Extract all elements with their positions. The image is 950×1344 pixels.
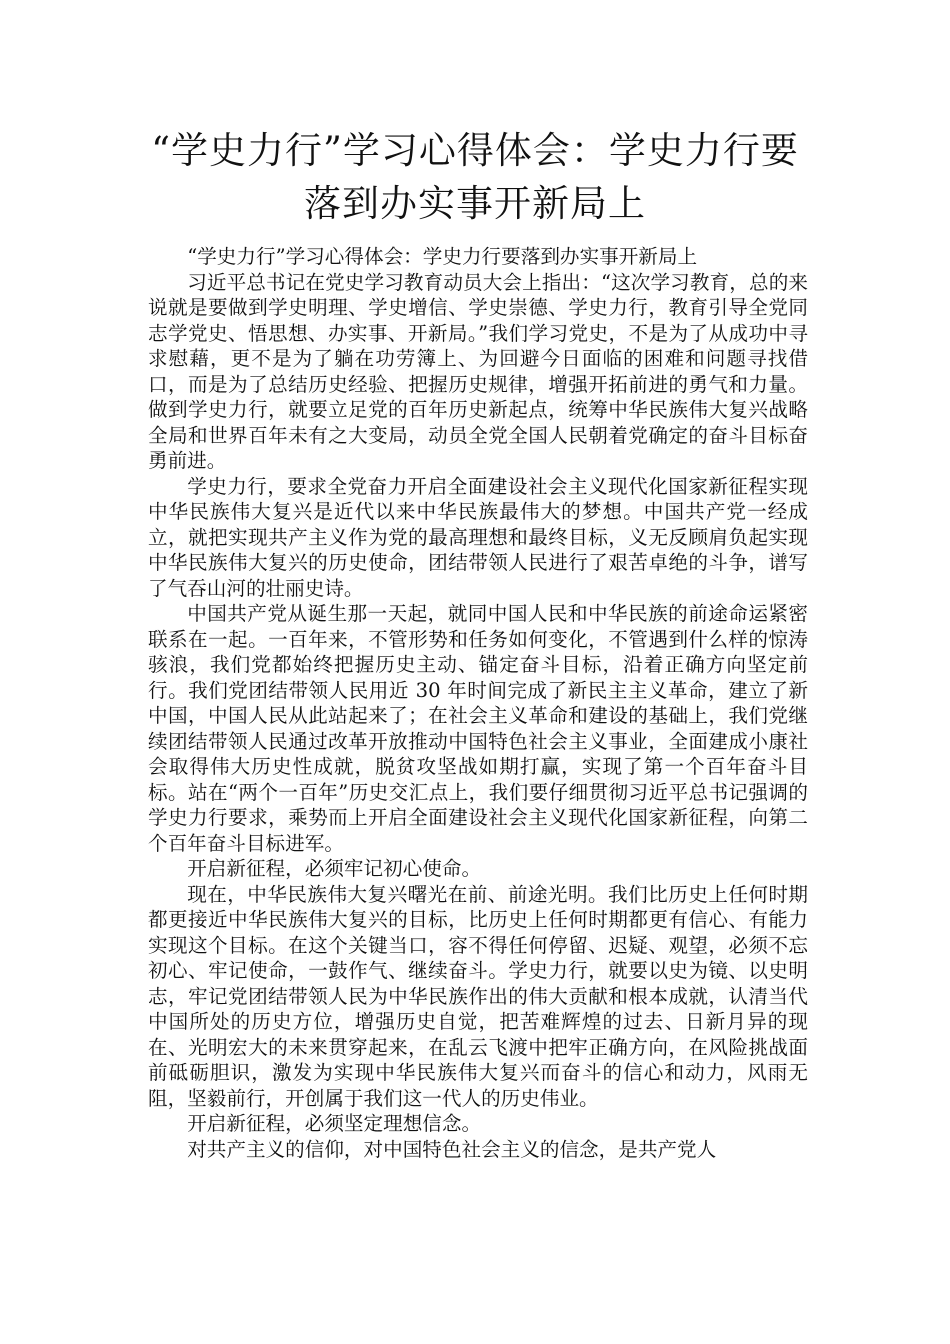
document-title bbox=[150, 124, 800, 230]
paragraph: 学史力行，要求全党奋力开启全面建设社会主义现代化国家新征程实现中华民族伟大复兴是近代以来中华民族最伟大的梦想。中国共产党一经成立，就把实现共产主义作为党的最高理想和最终目标，义无反顾肩负起实现中华民族伟大复兴的历史使命，团结带领人民进行了艰苦卓绝的斗争，谱写了气吞山河的壮丽史诗。 bbox=[148, 474, 808, 600]
document-body bbox=[148, 244, 808, 1162]
paragraph: 对共产主义的信仰，对中国特色社会主义的信念，是共产党人 bbox=[187, 1137, 717, 1161]
paragraph: 中国共产党从诞生那一天起，就同中国人民和中华民族的前途命运紧密联系在一起。一百年来，不管形势和任务如何变化，不管遇到什么样的惊涛骇浪，我们党都始终把握历史主动、锚定奋斗目标，沿着正确方向坚定前行。我们党团结带领人民用近 30 年时间完成了新民主主义革命，建立了新中国，中国人民从此站起来了；在社会主义革命和建设的基础上，我们党继续团结带领人民通过改革开放推动中国特色社会主义事业，全面建成小康社会取得伟大历史性成就，脱贫攻坚战如期打赢，实现了第一个百年奋斗目标。站在“两个一百年”历史交汇点上，我们要仔细贯彻习近平总书记强调的学史力行要求，乘势而上开启全面建设社会主义现代化国家新征程，向第二个百年奋斗目标进军。 bbox=[148, 602, 808, 855]
paragraph: 开启新征程，必须坚定理想信念。 bbox=[187, 1112, 482, 1135]
title-line-2: 落到办实事开新局上 bbox=[304, 182, 646, 225]
paragraph: 现在，中华民族伟大复兴曙光在前、前途光明。我们比历史上任何时期都更接近中华民族伟大复兴的目标，比历史上任何时期都更有信心、有能力实现这个目标。在这个关键当口，容不得任何停留、迟疑、观望，必须不忘初心、牢记使命，一鼓作气、继续奋斗。学史力行，就要以史为镜、以史明志，牢记党团结带领人民为中华民族作出的伟大贡献和根本成就，认清当代中国所处的历史方位，增强历史自觉，把苦难辉煌的过去、日新月异的现在、光明宏大的未来贯穿起来，在乱云飞渡中把牢正确方向，在风险挑战面前砥砺胆识，激发为实现中华民族伟大复兴而奋斗的信心和动力，风雨无阻，坚毅前行，开创属于我们这一代人的历史伟业。 bbox=[148, 882, 808, 1110]
paragraph: “学史力行”学习心得体会：学史力行要落到办实事开新局上 bbox=[187, 245, 698, 268]
paragraph: 开启新征程，必须牢记初心使命。 bbox=[187, 857, 482, 880]
title-line-1: “学史力行”学习心得体会：学史力行要 bbox=[151, 129, 799, 172]
paragraph: 习近平总书记在党史学习教育动员大会上指出：“这次学习教育，总的来说就是要做到学史明理、学史增信、学史崇德、学史力行，教育引导全党同志学党史、悟思想、办实事、开新局。”我们学习党史，不是为了从成功中寻求慰藉，更不是为了躺在功劳簿上、为回避今日面临的困难和问题寻找借口，而是为了总结历史经验、把握历史规律，增强开拓前进的勇气和力量。做到学史力行，就要立足党的百年历史新起点，统筹中华民族伟大复兴战略全局和世界百年未有之大变局，动员全党全国人民朝着党确定的奋斗目标奋勇前进。 bbox=[148, 270, 808, 472]
